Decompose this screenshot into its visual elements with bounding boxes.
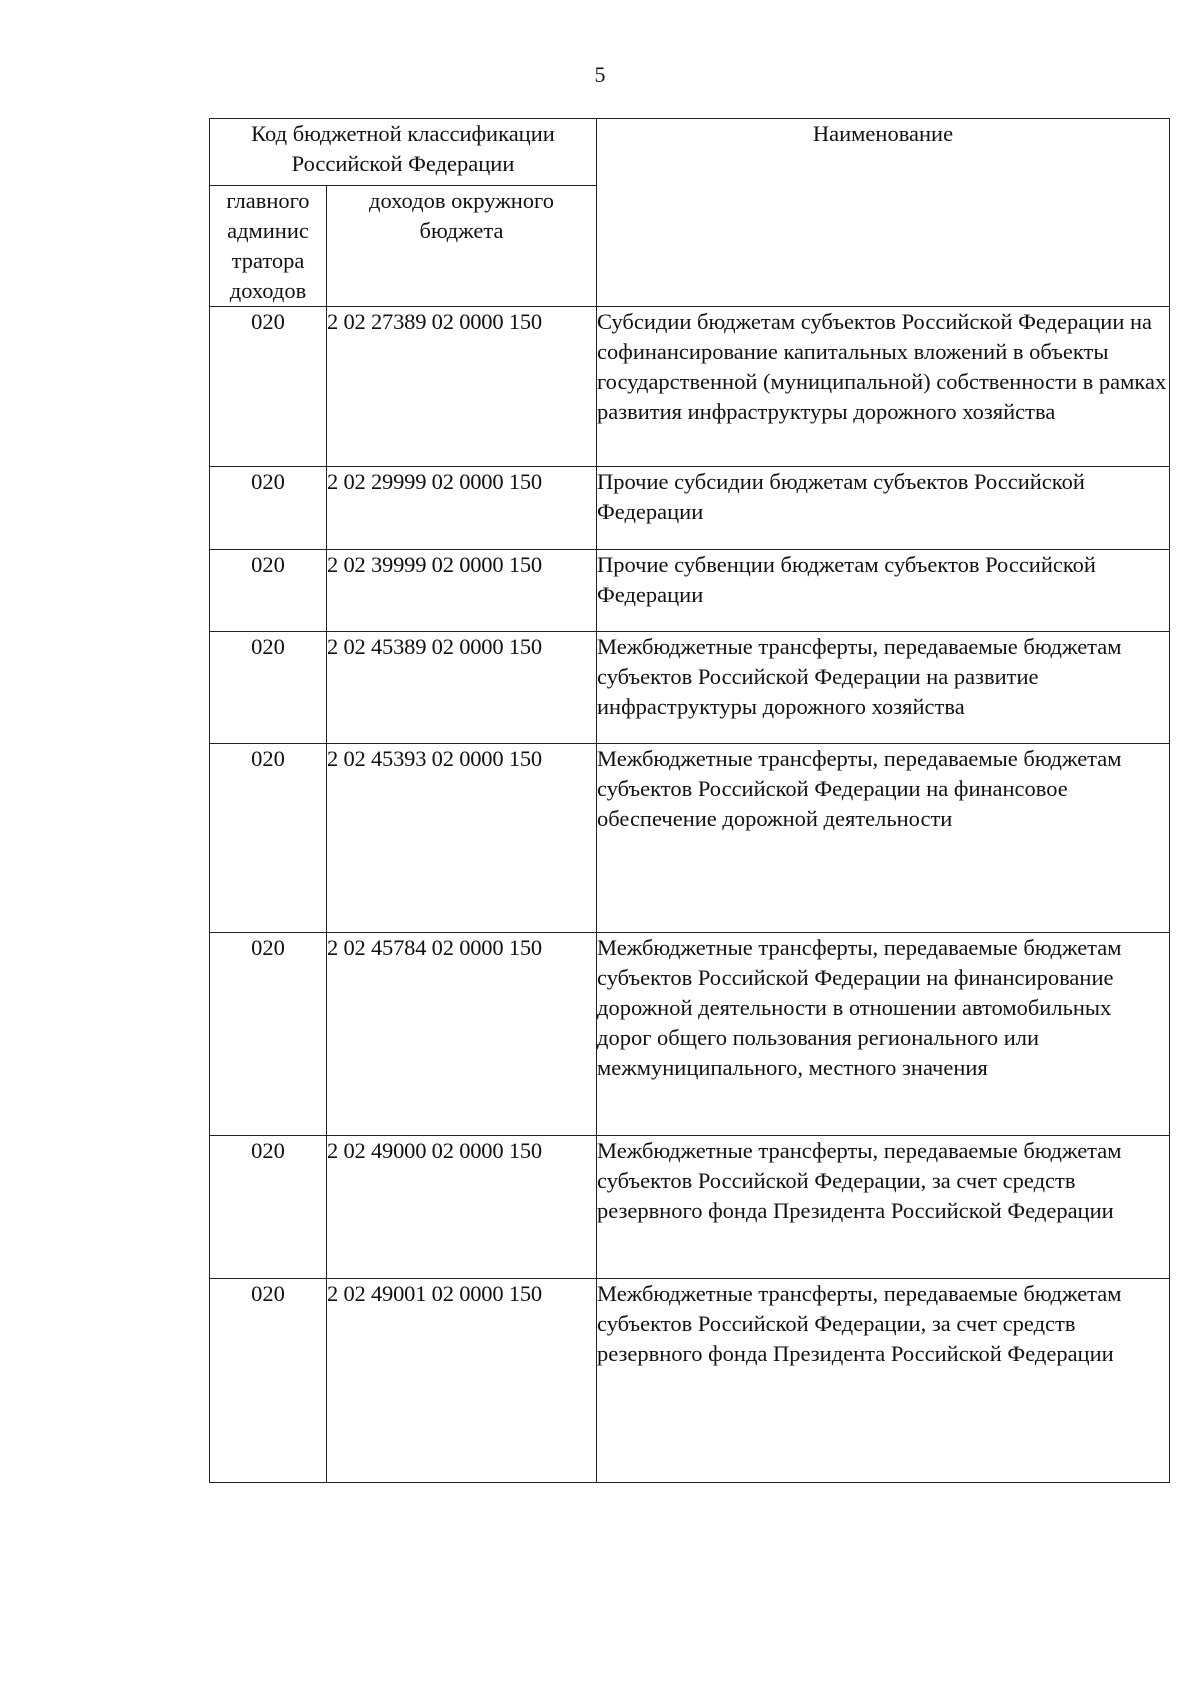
table-row: [210, 467, 1170, 550]
table-row: [210, 307, 1170, 467]
header-admin: главного админис тратора доходов: [210, 186, 327, 307]
cell-code: 2 02 49001 02 0000 150: [327, 1279, 597, 1483]
cell-code: 2 02 49000 02 0000 150: [327, 1136, 597, 1279]
cell-name: Прочие субвенции бюджетам субъектов Российской Федерации: [597, 550, 1170, 632]
cell-name: Межбюджетные трансферты, передаваемые бюджетам субъектов Российской Федерации на развитие инфраструктуры дорожного хозяйства: [597, 632, 1170, 744]
cell-name: Прочие субсидии бюджетам субъектов Российской Федерации: [597, 467, 1170, 550]
table-row: [210, 550, 1170, 632]
cell-admin: 020: [210, 1279, 327, 1483]
cell-admin: 020: [210, 933, 327, 1136]
table-row: [210, 1279, 1170, 1483]
cell-code: 2 02 39999 02 0000 150: [327, 550, 597, 632]
header-code-group: Код бюджетной классификации Российской Федерации: [210, 119, 597, 186]
header-name: Наименование: [597, 119, 1170, 307]
cell-name: Межбюджетные трансферты, передаваемые бюджетам субъектов Российской Федерации, за счет средств резервного фонда Президента Российской Федерации: [597, 1279, 1170, 1483]
budget-classification-table: [209, 118, 1170, 1483]
table-row: [210, 933, 1170, 1136]
cell-name: Межбюджетные трансферты, передаваемые бюджетам субъектов Российской Федерации на финансирование дорожной деятельности в отношении автомобильных дорог общего пользования регионального или межмуниципального, местного значения: [597, 933, 1170, 1136]
cell-name: Межбюджетные трансферты, передаваемые бюджетам субъектов Российской Федерации, за счет средств резервного фонда Президента Российской Федерации: [597, 1136, 1170, 1279]
cell-admin: 020: [210, 744, 327, 933]
table-row: [210, 632, 1170, 744]
cell-name: Субсидии бюджетам субъектов Российской Федерации на софинансирование капитальных вложений в объекты государственной (муниципальной) собственности в рамках развития инфраструктуры дорожного хозяйства: [597, 307, 1170, 467]
cell-admin: 020: [210, 632, 327, 744]
table-row: [210, 1136, 1170, 1279]
cell-admin: 020: [210, 550, 327, 632]
cell-code: 2 02 29999 02 0000 150: [327, 467, 597, 550]
header-row-top: [210, 119, 1170, 186]
cell-code: 2 02 27389 02 0000 150: [327, 307, 597, 467]
cell-code: 2 02 45389 02 0000 150: [327, 632, 597, 744]
cell-code: 2 02 45784 02 0000 150: [327, 933, 597, 1136]
header-income: доходов окружного бюджета: [327, 186, 597, 307]
cell-admin: 020: [210, 467, 327, 550]
table-row: [210, 744, 1170, 933]
cell-code: 2 02 45393 02 0000 150: [327, 744, 597, 933]
cell-name: Межбюджетные трансферты, передаваемые бюджетам субъектов Российской Федерации на финансовое обеспечение дорожной деятельности: [597, 744, 1170, 933]
cell-admin: 020: [210, 307, 327, 467]
cell-admin: 020: [210, 1136, 327, 1279]
page-number: 5: [594, 62, 606, 87]
